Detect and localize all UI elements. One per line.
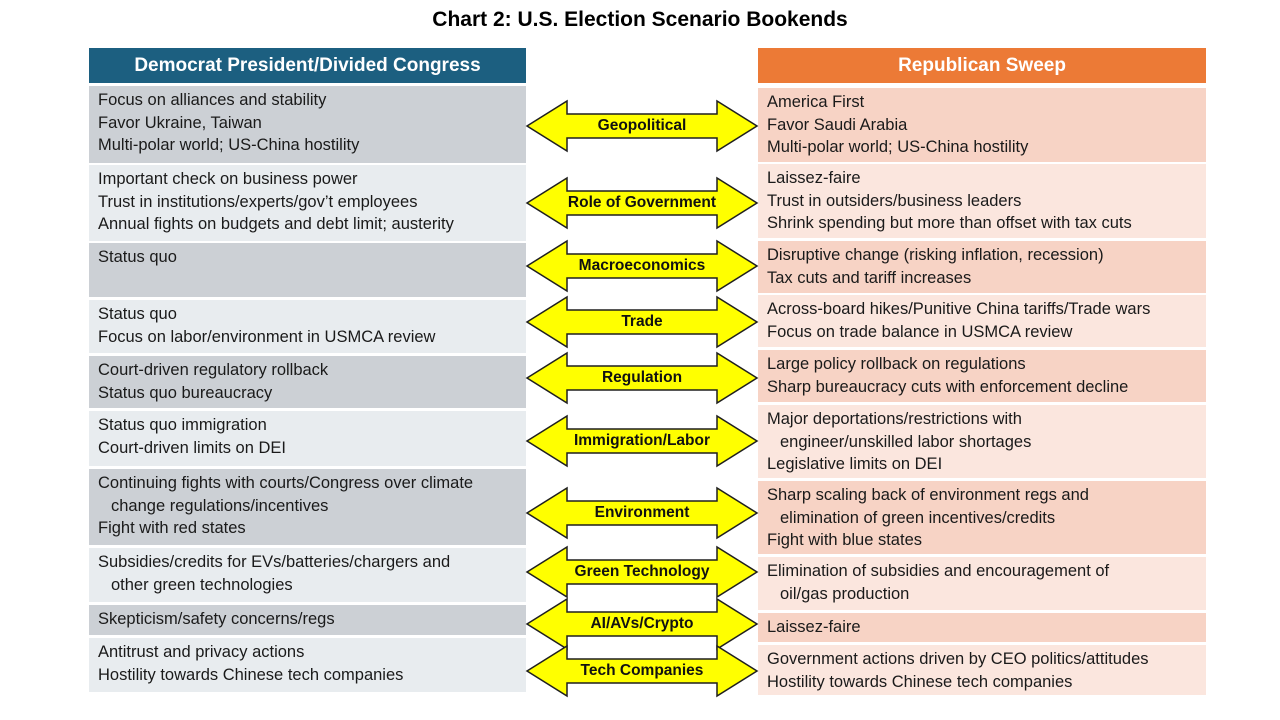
right-cell-line: Laissez-faire (767, 169, 861, 187)
right-cell-line: Hostility towards Chinese tech companies (767, 672, 1073, 691)
right-cell-line: Large policy rollback on regulations (767, 355, 1026, 373)
right-cell-line: elimination of green incentives/credits (780, 508, 1056, 527)
category-label: Role of Government (567, 194, 717, 211)
left-cell-line: Favor Ukraine, Taiwan (98, 113, 262, 132)
right-cell-line: Elimination of subsidies and encouragement of (767, 562, 1110, 580)
left-cell-line: Antitrust and privacy actions (98, 643, 305, 661)
category-label: Geopolitical (597, 117, 687, 134)
left-cell-line: Status quo (98, 305, 177, 323)
right-cell-line: Legislative limits on DEI (767, 455, 943, 473)
left-cell-line: Subsidies/credits for EVs/batteries/chargers and (98, 553, 451, 571)
category-label: Immigration/Labor (573, 432, 711, 449)
chart-title: Chart 2: U.S. Election Scenario Bookends (432, 8, 848, 31)
left-cell-line: Status quo bureaucracy (98, 383, 273, 402)
left-cell-line: change regulations/incentives (111, 496, 329, 515)
left-cell-line: Focus on alliances and stability (98, 91, 327, 109)
left-cell-line: Annual fights on budgets and debt limit; austerity (98, 215, 454, 233)
right-cell-line: Sharp scaling back of environment regs and (767, 486, 1089, 504)
right-cell-line: Laissez-faire (767, 618, 861, 636)
left-cell-line: Status quo (98, 248, 177, 266)
right-cell-line: Trust in outsiders/business leaders (767, 191, 1022, 210)
category-label: Trade (621, 313, 663, 330)
category-label: Environment (594, 504, 690, 521)
left-cell-line: Hostility towards Chinese tech companies (98, 665, 404, 684)
left-cell-line: Status quo immigration (98, 416, 267, 434)
right-cell-line: Fight with blue states (767, 531, 922, 549)
category-label: Macroeconomics (578, 257, 706, 274)
left-cell-line: Multi-polar world; US-China hostility (98, 136, 360, 154)
right-cell-line: Across-board hikes/Punitive China tariffs/Trade wars (767, 300, 1151, 318)
left-cell-line: Trust in institutions/experts/gov’t employees (98, 192, 418, 211)
category-label: AI/AVs/Crypto (590, 615, 694, 632)
right-cell-line: Multi-polar world; US-China hostility (767, 138, 1029, 156)
right-cell-line: Focus on trade balance in USMCA review (767, 322, 1073, 341)
right-cell-line: Favor Saudi Arabia (767, 115, 908, 134)
right-cell-line: Shrink spending but more than offset with tax cuts (767, 214, 1132, 232)
category-label: Regulation (601, 369, 683, 386)
right-cell-line: engineer/unskilled labor shortages (780, 432, 1032, 451)
left-cell-line: Skepticism/safety concerns/regs (98, 610, 335, 628)
left-cell-line: Focus on labor/environment in USMCA review (98, 327, 436, 346)
left-cell-line: Fight with red states (98, 519, 246, 537)
left-cell-line: Court-driven regulatory rollback (98, 361, 329, 379)
left-cell-line: Important check on business power (98, 170, 358, 188)
right-cell-line: Government actions driven by CEO politics/attitudes (767, 650, 1149, 668)
category-label: Green Technology (574, 563, 710, 580)
left-column-header: Democrat President/Divided Congress (89, 48, 526, 83)
left-cell-line: Continuing fights with courts/Congress over climate (98, 474, 474, 492)
right-cell-line: America First (767, 93, 865, 111)
right-cell-line: Major deportations/restrictions with (767, 410, 1022, 428)
left-cell-line: other green technologies (111, 575, 293, 594)
category-label: Tech Companies (580, 662, 704, 679)
right-column-header: Republican Sweep (758, 48, 1206, 83)
right-cell-line: oil/gas production (780, 584, 910, 603)
right-cell-line: Sharp bureaucracy cuts with enforcement decline (767, 377, 1129, 396)
right-cell-line: Disruptive change (risking inflation, recession) (767, 246, 1104, 264)
right-cell-line: Tax cuts and tariff increases (767, 268, 972, 287)
left-cell-line: Court-driven limits on DEI (98, 438, 286, 457)
